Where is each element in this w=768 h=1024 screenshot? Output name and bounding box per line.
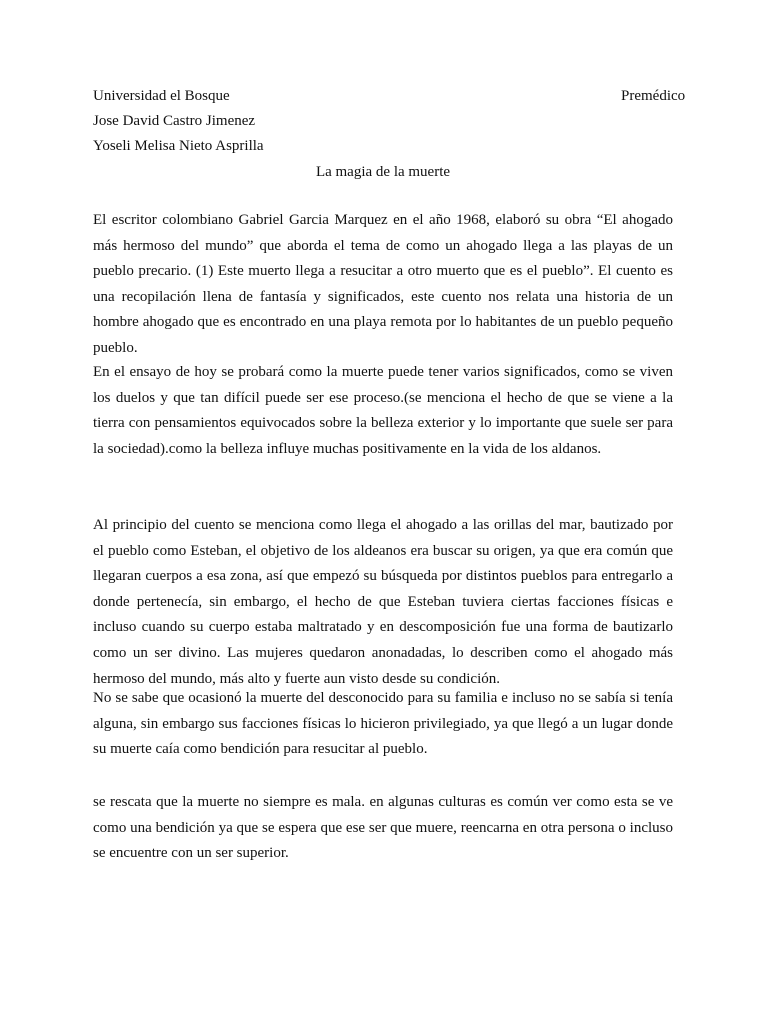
program-name: Premédico	[621, 88, 686, 104]
paragraph-intro: El escritor colombiano Gabriel Garcia Marquez en el año 1968, elaboró su obra “El ahogado más hermoso del mundo” que aborda el tema de como un ahogado llega a las playas de un pueblo precario. (1) Este muerto llega a resucitar a otro muerto que es el pueblo”. El cuento es una recopilación llena de fantasía y significados, este cuento nos relata una historia de un hombre ahogado que es encontrado en una playa remota por lo habitantes de un pueblo pequeño pueblo.	[93, 212, 673, 356]
paragraph-development: Al principio del cuento se menciona como llega el ahogado a las orillas del mar, bautizado por el pueblo como Esteban, el objetivo de los aldeanos era buscar su origen, ya que era común que llegaran cuerpos a esa zona, así que empezó su búsqueda por distintos pueblos para entregarlo a donde pertenecía, sin embargo, el hecho de que Esteban tuviera ciertas facciones físicas e incluso cuando su cuerpo estaba maltratado y en descomposición fue una forma de bautizarlo como un ser divino. Las mujeres quedaron anonadadas, lo describen como el ahogado más hermoso del mundo, más alto y fuerte aun visto desde su condición.	[93, 517, 673, 687]
paragraph-conclusion: se rescata que la muerte no siempre es mala. en algunas culturas es común ver como esta se ve como una bendición ya que se espera que ese ser que muere, reencarna en otra persona o incluso se encuentre con un ser superior.	[93, 794, 673, 862]
paragraph-unknown-death: No se sabe que ocasionó la muerte del desconocido para su familia e incluso no se sabía si tenía alguna, sin embargo sus facciones físicas lo hicieron privilegiado, ya que llegó a un lugar donde su muerte caía como bendición para resucitar al pueblo.	[93, 690, 673, 758]
header-institution-line	[93, 86, 686, 106]
author-name-2: Yoseli Melisa Nieto Asprilla	[93, 138, 264, 154]
document-title: La magia de la muerte	[315, 164, 451, 180]
author-name-1: Jose David Castro Jimenez	[93, 113, 256, 129]
document-title-line	[0, 162, 768, 182]
institution-name: Universidad el Bosque	[93, 88, 230, 104]
paragraph-thesis: En el ensayo de hoy se probará como la muerte puede tener varios significados, como se viven los duelos y que tan difícil puede ser ese proceso.(se menciona el hecho de que se viene a la tierra con pensamientos equivocados sobre la belleza exterior y lo importante que suele ser para la sociedad).como la belleza influye muchas positivamente en la vida de los aldanos.	[93, 364, 673, 457]
